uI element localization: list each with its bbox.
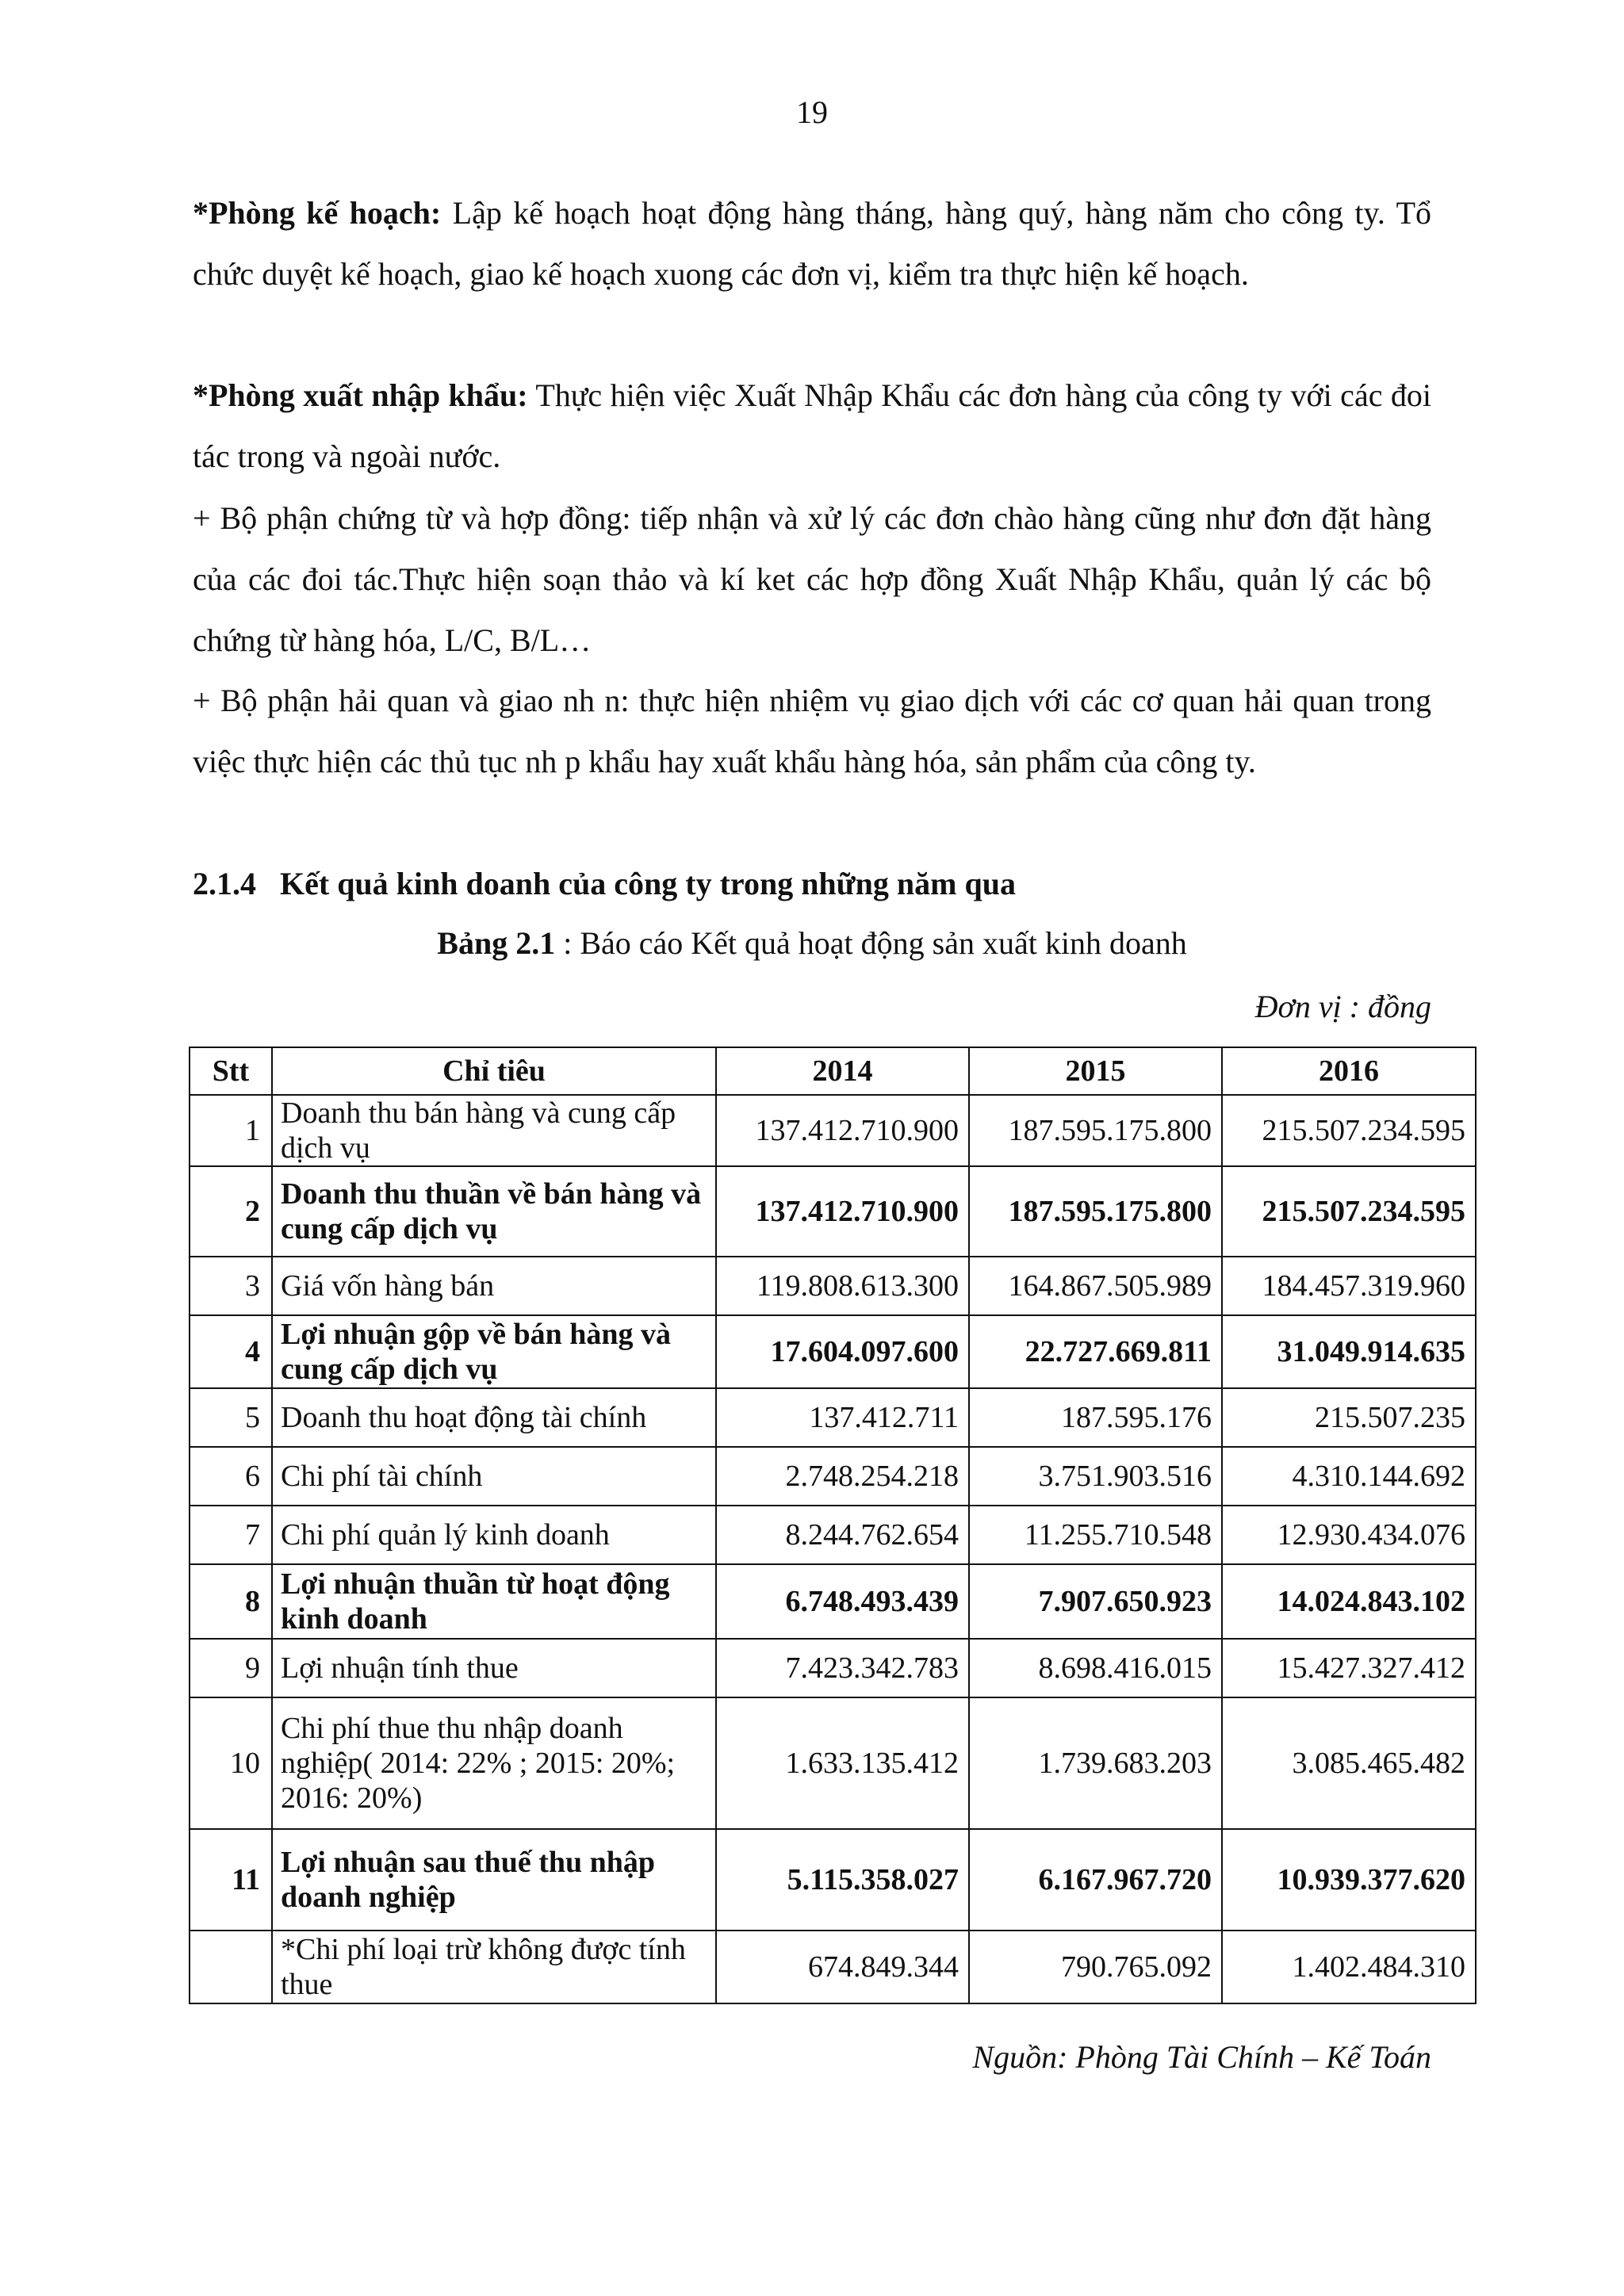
- value-2016: 15.427.327.412: [1222, 1639, 1476, 1697]
- table-header-row: [190, 1047, 1476, 1095]
- value-2015: 22.727.669.811: [969, 1315, 1222, 1388]
- value-2016: 184.457.319.960: [1222, 1257, 1476, 1315]
- table-row: [190, 1506, 1476, 1564]
- row-label: Doanh thu bán hàng và cung cấp dịch vụ: [272, 1095, 716, 1166]
- value-2014: 7.423.342.783: [716, 1639, 969, 1697]
- section-heading: 2.1.4 Kết quả kinh doanh của công ty trong những năm qua: [193, 866, 1016, 901]
- unit-note: Đơn vị : đồng: [1254, 989, 1431, 1024]
- value-2014: 6.748.493.439: [716, 1564, 969, 1639]
- value-2016: 215.507.234.595: [1222, 1166, 1476, 1257]
- table-caption-label: Bảng 2.1: [437, 925, 556, 961]
- paragraph-lead: *Phòng kế hoạch:: [193, 195, 442, 231]
- row-label: Lợi nhuận thuần từ hoạt động kinh doanh: [272, 1564, 716, 1639]
- row-stt: 4: [190, 1315, 272, 1388]
- paragraph-text: + Bộ phận hải quan và giao nh n: thực hiện nhiệm vụ giao dịch với các cơ quan hải quan trong việc thực hiện các thủ tục nh p khẩu hay xuất khẩu hàng hóa, sản phẩm của công ty.: [193, 683, 1431, 779]
- row-label: Lợi nhuận sau thuế thu nhập doanh nghiệp: [272, 1829, 716, 1931]
- row-stt: 5: [190, 1388, 272, 1447]
- paragraph-lead: *Phòng xuất nhập khẩu:: [193, 377, 528, 413]
- value-2014: 119.808.613.300: [716, 1257, 969, 1315]
- row-label: Chi phí tài chính: [272, 1447, 716, 1506]
- value-2014: 17.604.097.600: [716, 1315, 969, 1388]
- table-caption-text: : Báo cáo Kết quả hoạt động sản xuất kinh doanh: [555, 925, 1187, 961]
- row-stt: 2: [190, 1166, 272, 1257]
- row-label: Giá vốn hàng bán: [272, 1257, 716, 1315]
- value-2014: 5.115.358.027: [716, 1829, 969, 1931]
- value-2015: 187.595.175.800: [969, 1095, 1222, 1166]
- value-2016: 215.507.234.595: [1222, 1095, 1476, 1166]
- paragraph-text: Thực hiện việc Xuất Nhập Khẩu các đơn hàng của công ty với các đoi tác trong và ngoài nước.: [193, 377, 1431, 474]
- value-2015: 187.595.176: [969, 1388, 1222, 1447]
- row-stt: 9: [190, 1639, 272, 1697]
- header-2016: 2016: [1222, 1047, 1476, 1095]
- table-row: [190, 1388, 1476, 1447]
- value-2014: 137.412.710.900: [716, 1095, 969, 1166]
- paragraph-text: + Bộ phận chứng từ và hợp đồng: tiếp nhận và xử lý các đơn chào hàng cũng như đơn đặt hàng của các đoi tác.Thực hiện soạn thảo và kí ket các hợp đồng Xuất Nhập Khẩu, quản lý các bộ chứng từ hàng hóa, L/C, B/L…: [193, 500, 1431, 658]
- header-indicator: Chỉ tiêu: [272, 1047, 716, 1095]
- row-stt: [190, 1931, 272, 2003]
- table-row: [190, 1639, 1476, 1697]
- table-row: [190, 1447, 1476, 1506]
- business-results-table: [189, 1047, 1477, 2004]
- value-2016: 1.402.484.310: [1222, 1931, 1476, 2003]
- table-row: [190, 1564, 1476, 1639]
- value-2016: 3.085.465.482: [1222, 1697, 1476, 1829]
- value-2014: 137.412.710.900: [716, 1166, 969, 1257]
- row-label: Chi phí thue thu nhập doanh nghiệp( 2014: 22% ; 2015: 20%; 2016: 20%): [272, 1697, 716, 1829]
- value-2014: 1.633.135.412: [716, 1697, 969, 1829]
- value-2014: 8.244.762.654: [716, 1506, 969, 1564]
- table-row: [190, 1166, 1476, 1257]
- value-2016: 4.310.144.692: [1222, 1447, 1476, 1506]
- row-label: Lợi nhuận gộp về bán hàng và cung cấp dịch vụ: [272, 1315, 716, 1388]
- paragraph-customs-forwarding: [193, 670, 1431, 792]
- row-label: Chi phí quản lý kinh doanh: [272, 1506, 716, 1564]
- value-2015: 790.765.092: [969, 1931, 1222, 2003]
- value-2015: 6.167.967.720: [969, 1829, 1222, 1931]
- value-2014: 674.849.344: [716, 1931, 969, 2003]
- header-2014: 2014: [716, 1047, 969, 1095]
- value-2014: 2.748.254.218: [716, 1447, 969, 1506]
- value-2015: 8.698.416.015: [969, 1639, 1222, 1697]
- table-row: [190, 1095, 1476, 1166]
- row-stt: 8: [190, 1564, 272, 1639]
- row-stt: 11: [190, 1829, 272, 1931]
- row-stt: 3: [190, 1257, 272, 1315]
- table-row: [190, 1697, 1476, 1829]
- row-stt: 6: [190, 1447, 272, 1506]
- value-2015: 11.255.710.548: [969, 1506, 1222, 1564]
- value-2016: 12.930.434.076: [1222, 1506, 1476, 1564]
- row-label: *Chi phí loại trừ không được tính thue: [272, 1931, 716, 2003]
- paragraph-documents-contracts: [193, 488, 1431, 671]
- page-number: 19: [796, 94, 828, 130]
- row-label: Doanh thu hoạt động tài chính: [272, 1388, 716, 1447]
- paragraph-import-export-dept: [193, 365, 1431, 487]
- value-2014: 137.412.711: [716, 1388, 969, 1447]
- value-2016: 31.049.914.635: [1222, 1315, 1476, 1388]
- row-label: Lợi nhuận tính thue: [272, 1639, 716, 1697]
- paragraph-text: Lập kế hoạch hoạt động hàng tháng, hàng quý, hàng năm cho công ty. Tổ chức duyệt kế hoạch, giao kế hoạch xuong các đơn vị, kiểm tra thực hiện kế hoạch.: [193, 195, 1432, 292]
- value-2015: 187.595.175.800: [969, 1166, 1222, 1257]
- value-2015: 1.739.683.203: [969, 1697, 1222, 1829]
- table-row: [190, 1829, 1476, 1931]
- row-stt: 10: [190, 1697, 272, 1829]
- row-stt: 1: [190, 1095, 272, 1166]
- value-2016: 10.939.377.620: [1222, 1829, 1476, 1931]
- value-2016: 14.024.843.102: [1222, 1564, 1476, 1639]
- value-2015: 164.867.505.989: [969, 1257, 1222, 1315]
- table-caption: [0, 920, 1624, 967]
- table-row: [190, 1257, 1476, 1315]
- row-label: Doanh thu thuần về bán hàng và cung cấp dịch vụ: [272, 1166, 716, 1257]
- header-2015: 2015: [969, 1047, 1222, 1095]
- table-row: [190, 1315, 1476, 1388]
- value-2015: 3.751.903.516: [969, 1447, 1222, 1506]
- paragraph-planning-dept: [193, 182, 1431, 304]
- header-stt: Stt: [190, 1047, 272, 1095]
- source-note: Nguồn: Phòng Tài Chính – Kế Toán: [972, 2039, 1431, 2075]
- table-row: [190, 1931, 1476, 2003]
- row-stt: 7: [190, 1506, 272, 1564]
- value-2016: 215.507.235: [1222, 1388, 1476, 1447]
- value-2015: 7.907.650.923: [969, 1564, 1222, 1639]
